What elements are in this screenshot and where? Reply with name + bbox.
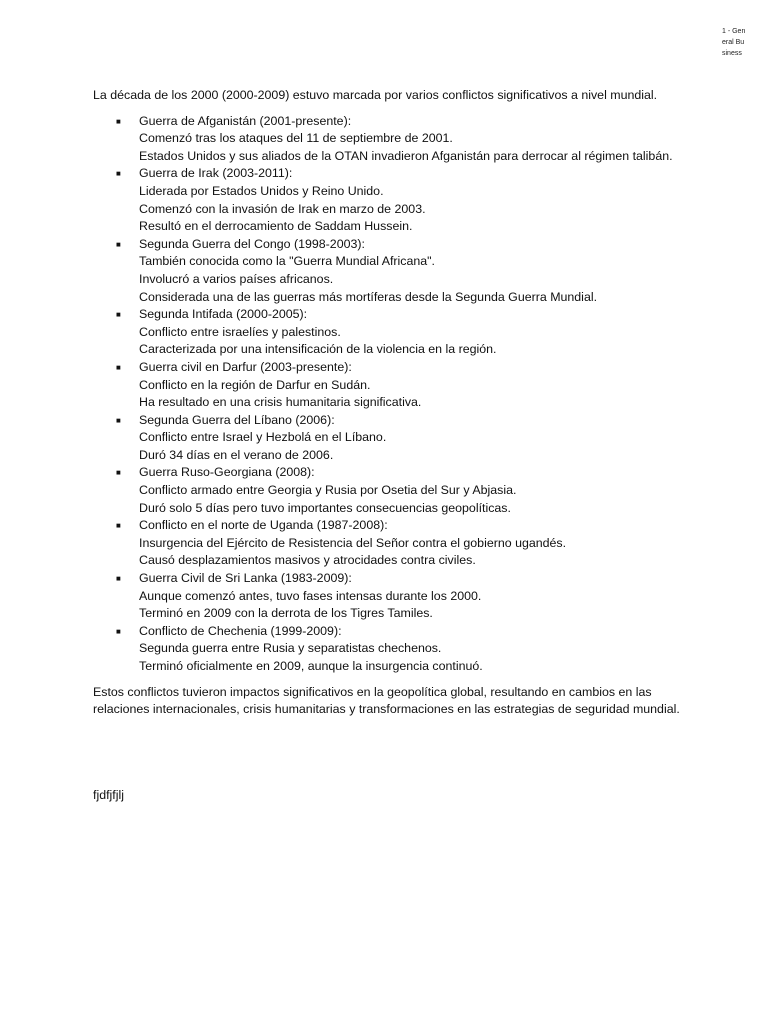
conflict-detail: Terminó oficialmente en 2009, aunque la insurgencia continuó. — [139, 659, 483, 673]
list-item — [93, 464, 683, 517]
conflict-detail: Comenzó con la invasión de Irak en marzo de 2003. — [139, 201, 426, 216]
conflict-detail: Conflicto armado entre Georgia y Rusia por Osetia del Sur y Abjasia. — [139, 483, 517, 498]
conflict-detail: Comenzó tras los ataques del 11 de septiembre de 2001. — [139, 131, 453, 146]
conflict-detail: También conocida como la "Guerra Mundial Africana". — [139, 254, 435, 269]
square-bullet-icon: ■ — [116, 521, 121, 531]
square-bullet-icon: ■ — [116, 310, 121, 320]
list-item — [93, 113, 683, 166]
sensitivity-label: 1 - General Business — [722, 28, 746, 57]
square-bullet-icon: ■ — [116, 626, 121, 636]
list-item — [93, 517, 683, 570]
square-bullet-icon: ■ — [116, 169, 121, 179]
list-item — [93, 165, 683, 235]
document-body[interactable] — [93, 87, 683, 804]
square-bullet-icon: ■ — [116, 468, 121, 478]
square-bullet-icon: ■ — [116, 116, 121, 126]
conflict-title: Guerra civil en Darfur (2003-presente): — [139, 359, 352, 374]
square-bullet-icon: ■ — [116, 239, 121, 249]
conflict-title: Guerra Ruso-Georgiana (2008): — [139, 465, 315, 480]
stray-text: fjdfjfjlj — [93, 787, 124, 802]
list-item — [93, 236, 683, 306]
conflict-detail: Ha resultado en una crisis humanitaria significativa. — [139, 395, 422, 410]
conflict-title: Segunda Guerra del Líbano (2006): — [139, 412, 335, 427]
conflict-detail: Terminó en 2009 con la derrota de los Tigres Tamiles. — [139, 606, 433, 621]
conflict-title: Conflicto en el norte de Uganda (1987-2008): — [139, 518, 388, 533]
conflict-detail: Considerada una de las guerras más mortíferas desde la Segunda Guerra Mundial. — [139, 289, 598, 304]
conflict-list — [93, 113, 683, 676]
list-item — [93, 306, 683, 359]
list-item — [93, 412, 683, 465]
conflict-detail: Involucró a varios países africanos. — [139, 271, 334, 286]
list-item — [93, 570, 683, 623]
conflict-detail: Estados Unidos y sus aliados de la OTAN invadieron Afganistán para derrocar al régimen talibán. — [139, 148, 673, 163]
conflict-detail: Duró solo 5 días pero tuvo importantes consecuencias geopolíticas. — [139, 500, 511, 515]
conflict-detail: Conflicto entre Israel y Hezbolá en el Líbano. — [139, 430, 387, 445]
conflict-title: Segunda Intifada (2000-2005): — [139, 307, 308, 322]
conflict-title: Conflicto de Chechenia (1999-2009): — [139, 623, 342, 638]
conflict-detail: Conflicto en la región de Darfur en Sudán. — [139, 377, 371, 392]
conflict-detail: Insurgencia del Ejército de Resistencia del Señor contra el gobierno ugandés. — [139, 535, 567, 550]
conflict-detail: Resultó en el derrocamiento de Saddam Hussein. — [139, 219, 413, 234]
list-item — [93, 623, 683, 676]
conflict-detail: Caracterizada por una intensificación de la violencia en la región. — [139, 342, 497, 357]
conflict-title: Guerra de Afganistán (2001-presente): — [139, 113, 352, 128]
closing-paragraph: Estos conflictos tuvieron impactos significativos en la geopolítica global, resultando en cambios en las relaciones internacionales, crisis humanitarias y transformaciones en las estrategias de seguridad mundial. — [93, 684, 680, 717]
conflict-title: Guerra de Irak (2003-2011): — [139, 166, 293, 181]
intro-paragraph: La década de los 2000 (2000-2009) estuvo marcada por varios conflictos significativos a nivel mundial. — [93, 88, 658, 102]
conflict-detail: Duró 34 días en el verano de 2006. — [139, 447, 334, 462]
conflict-detail: Conflicto entre israelíes y palestinos. — [139, 324, 341, 339]
conflict-detail: Aunque comenzó antes, tuvo fases intensas durante los 2000. — [139, 588, 482, 603]
square-bullet-icon: ■ — [116, 415, 121, 425]
conflict-detail: Liderada por Estados Unidos y Reino Unido. — [139, 183, 384, 198]
conflict-title: Segunda Guerra del Congo (1998-2003): — [139, 236, 365, 251]
conflict-detail: Causó desplazamientos masivos y atrocidades contra civiles. — [139, 553, 476, 568]
conflict-detail: Segunda guerra entre Rusia y separatistas chechenos. — [139, 641, 442, 656]
list-item — [93, 359, 683, 412]
conflict-title: Guerra Civil de Sri Lanka (1983-2009): — [139, 571, 352, 586]
square-bullet-icon: ■ — [116, 362, 121, 372]
square-bullet-icon: ■ — [116, 574, 121, 584]
